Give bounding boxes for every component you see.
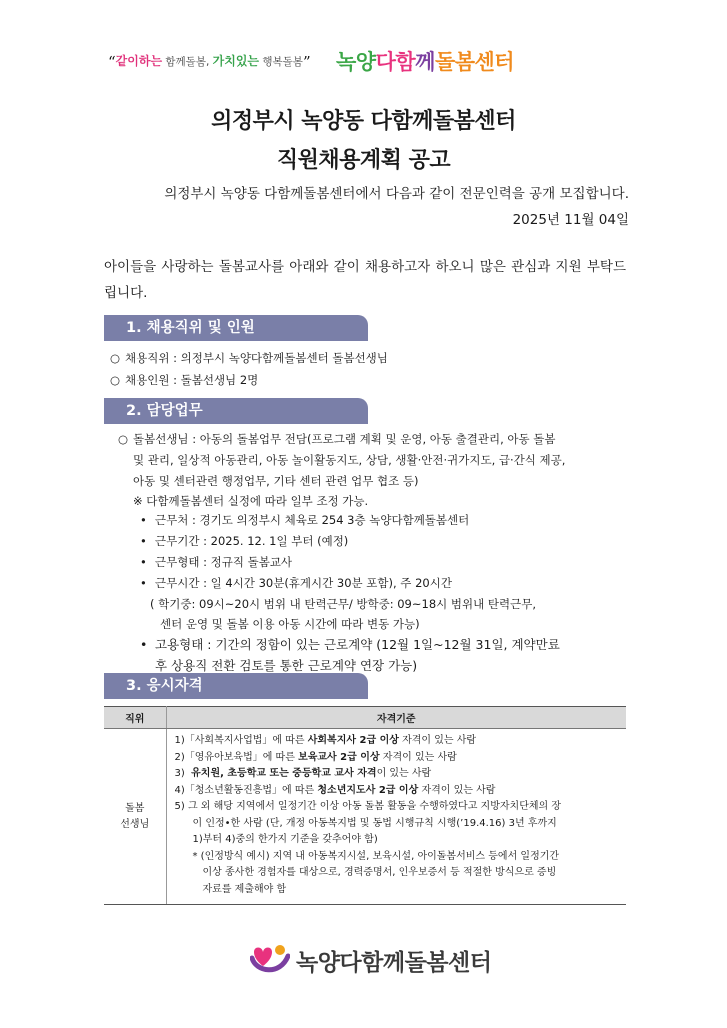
employment-type-detail: 후 상용직 전환 검토를 통한 근로계약 연장 가능)	[155, 658, 418, 673]
section-1-header: 1. 채용직위 및 인원	[104, 315, 368, 341]
document-subtitle: 의정부시 녹양동 다함께돌봄센터에서 다음과 같이 전문인력을 공개 모집합니다.	[164, 186, 629, 202]
circle-bullet-icon: ○	[110, 373, 121, 387]
criterion-3	[175, 766, 621, 783]
section-1-item	[110, 348, 388, 368]
adjustment-note: ※ 다함께돌봄센터 실정에 따라 일부 조정 가능.	[133, 494, 369, 508]
table-row	[104, 729, 626, 905]
column-header-criteria: 자격기준	[166, 707, 626, 729]
logo-part-1: 녹양	[336, 50, 376, 74]
center-logo-mark-icon	[250, 942, 290, 978]
criterion-text: 1)「사회복지사업법」에 따른	[174, 735, 308, 746]
criterion-emphasis: 보육교사 2급 이상	[298, 751, 380, 763]
criterion-5-continued: 이 인정•한 사람 (단, 개정 아동복지법 및 동법 시행규칙 시행(’19.4.16) 3년 후까지	[192, 817, 557, 829]
column-header-position: 직위	[104, 707, 166, 729]
section-1-item-text: 채용인원 : 돌봄선생님 2명	[125, 373, 259, 387]
criterion-text: 4)「청소년활동진흥법」에 따른	[174, 784, 318, 796]
qualification-table	[104, 706, 626, 905]
criterion-text: 자격이 있는 사람	[398, 735, 477, 746]
work-detail-line	[140, 531, 348, 551]
criterion-text: 3)	[174, 768, 192, 779]
slogan-highlight-2: 가치있는	[212, 54, 260, 68]
center-logo-text	[336, 46, 514, 76]
dot-bullet-icon: •	[140, 576, 147, 590]
criterion-text: 이 있는 사람	[376, 768, 432, 779]
document-title-line-2: 직원채용계획 공고	[276, 148, 451, 173]
criterion-1	[175, 733, 621, 750]
circle-bullet-icon: ○	[110, 351, 121, 365]
slogan-text-2: 행복돌봄	[259, 56, 303, 68]
work-detail-line	[140, 510, 469, 530]
work-detail-line	[140, 635, 560, 655]
recognition-note-continued: 자료를 제출해야 함	[202, 883, 287, 895]
criterion-5-continued: 1)부터 4)중의 한가지 기준을 갖추어야 함)	[192, 834, 378, 845]
criterion-emphasis: 유치원, 초등학교 또는 중등학교 교사 자격	[191, 768, 377, 779]
slogan	[108, 52, 311, 71]
circle-bullet-icon: ○	[118, 432, 129, 446]
slogan-text-1: 함께돌봄,	[162, 56, 213, 68]
page-header	[0, 40, 727, 80]
criterion-5: 5) 그 외 해당 지역에서 일정기간 이상 아동 돌봄 활동을 수행하였다고 지방자치단체의 장	[174, 801, 562, 812]
work-detail-line	[140, 552, 292, 572]
footer-logo	[0, 940, 727, 980]
work-detail-line	[140, 573, 452, 593]
employment-type: 고용형태 : 기간의 정함이 있는 근로계약 (12월 1일~12월 31일, 계약만료	[155, 637, 560, 652]
criterion-text: 자격이 있는 사람	[418, 784, 496, 796]
table-header-row	[104, 707, 626, 729]
duty-description-line: 및 관리, 일상적 아동관리, 아동 놀이활동지도, 상담, 생활·안전·귀가지도, 급·간식 제공,	[133, 453, 566, 467]
footer-logo-text: 녹양다함께돌봄센터	[296, 950, 492, 976]
slogan-open-quote: “	[108, 53, 116, 71]
work-type: 근무형태 : 정규직 돌봄교사	[155, 555, 293, 569]
document-title-line-1: 의정부시 녹양동 다함께돌봄센터	[211, 109, 516, 134]
work-hours-detail: ( 학기중: 09시~20시 범위 내 탄력근무/ 방학중: 09~18시 범위내 탄력근무,	[150, 597, 536, 611]
slogan-highlight-1: 같이하는	[115, 54, 163, 68]
logo-part-4: 돌봄센터	[434, 50, 515, 74]
recognition-note-continued: 이상 종사한 경험자를 대상으로, 경력증명서, 인우보증서 등 적절한 방식으로 증빙	[202, 867, 557, 878]
duty-text: 돌봄선생님 : 아동의 돌봄업무 전담(프로그램 계획 및 운영, 아동 출결관리, 아동 돌봄	[133, 432, 556, 446]
dot-bullet-icon: •	[140, 534, 147, 548]
criterion-emphasis: 청소년지도사 2급 이상	[317, 784, 419, 796]
logo-part-3: 께	[415, 50, 435, 74]
intro-paragraph: 아이들을 사랑하는 돌봄교사를 아래와 같이 채용하고자 하오니 많은 관심과 지원 부탁드립니다.	[104, 259, 626, 301]
section-1-item-text: 채용직위 : 의정부시 녹양다함께돌봄센터 돌봄선생님	[125, 351, 388, 365]
work-hours-detail: 센터 운영 및 돌봄 이용 아동 시간에 따라 변동 가능)	[160, 617, 420, 631]
criterion-text: 자격이 있는 사람	[379, 751, 457, 763]
announcement-date: 2025년 11월 04일	[512, 212, 629, 228]
duty-description-line: 아동 및 센터관련 행정업무, 기타 센터 관련 업무 협조 등)	[133, 474, 419, 488]
dot-bullet-icon: •	[140, 555, 147, 569]
work-location: 근무처 : 경기도 의정부시 체육로 254 3층 녹양다함께돌봄센터	[155, 513, 470, 527]
section-2-header: 2. 담당업무	[104, 398, 368, 424]
criterion-emphasis: 사회복지사 2급 이상	[307, 735, 399, 746]
recognition-note: * (인정방식 예시) 지역 내 아동복지시설, 보육시설, 아이돌봄서비스 등에서 일정기간	[192, 850, 560, 862]
criterion-4	[175, 783, 621, 800]
logo-part-2: 다함	[375, 50, 416, 74]
dot-bullet-icon: •	[140, 513, 147, 527]
section-3-header: 3. 응시자격	[104, 673, 368, 699]
work-period: 근무기간 : 2025. 12. 1일 부터 (예정)	[155, 534, 349, 548]
slogan-close-quote: ”	[302, 53, 311, 71]
section-1-item	[110, 370, 258, 390]
criteria-cell	[166, 729, 626, 905]
position-name-line-2: 선생님	[120, 818, 150, 830]
criterion-text: 2)「영유아보육법」에 따른	[174, 751, 299, 763]
position-name-line-1: 돌봄	[125, 802, 145, 814]
dot-bullet-icon: •	[140, 637, 148, 652]
work-hours: 근무시간 : 일 4시간 30분(휴게시간 30분 포함), 주 20시간	[155, 576, 452, 590]
position-cell	[104, 729, 166, 905]
duty-description-line	[118, 429, 555, 449]
criterion-2	[175, 750, 621, 767]
